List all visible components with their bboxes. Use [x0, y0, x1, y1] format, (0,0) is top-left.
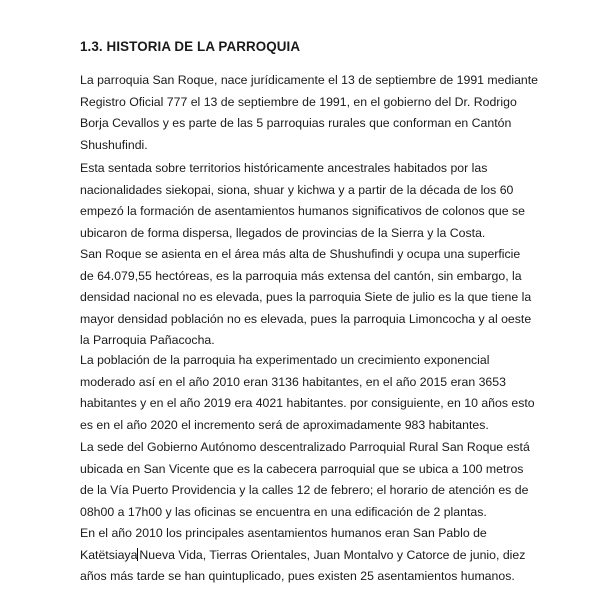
- text-line: es en el año 2020 el incremento será de aproximadamente 983 habitantes.: [80, 417, 489, 432]
- text-line: empezó la formación de asentamientos humanos significativos de colonos que se: [80, 204, 525, 218]
- text-line-rest: Nueva Vida, Tierras Orientales, Juan Montalvo y Catorce de junio, diez: [139, 547, 526, 562]
- text-line: La parroquia San Roque, nace jurídicamente el 13 de septiembre de 1991 mediante: [80, 73, 539, 87]
- text-line: En el año 2010 los principales asentamientos humanos eran San Pablo de: [80, 526, 487, 540]
- word-katetsiaya: Katëtsiaya: [80, 547, 138, 562]
- text-line: ubicada en San Vicente que es la cabecera parroquial que se ubica a 100 metros: [80, 461, 524, 476]
- paragraph: [80, 437, 530, 523]
- paragraph: [80, 350, 535, 436]
- paragraph: [80, 158, 525, 244]
- text-line: La población de la parroquia ha experimentado un crecimiento exponencial: [80, 353, 490, 367]
- text-line: mayor densidad población no es elevada, pues la parroquia Limoncocha y al oeste: [80, 311, 532, 326]
- text-line: densidad nacional no es elevada, pues la parroquia Siete de julio es la que tiene la: [80, 290, 532, 304]
- text-line: nacionalidades siekopai, siona, shuar y kichwa y a partir de la década de los 60: [80, 182, 514, 197]
- text-line: 08h00 a 17h00 y las oficinas se encuentra en una edificación de 2 plantas.: [80, 504, 487, 519]
- text-line: Borja Cevallos y es parte de las 5 parroquias rurales que conforman en Cantón: [80, 116, 512, 130]
- text-line: la Parroquia Pañacocha.: [80, 333, 215, 347]
- paragraph: [80, 244, 532, 352]
- section-heading: 1.3. HISTORIA DE LA PARROQUIA: [80, 39, 301, 54]
- text-line: San Roque se asienta en el área más alta de Shushufindi y ocupa una superficie: [80, 247, 521, 261]
- text-line: La sede del Gobierno Autónomo descentralizado Parroquial Rural San Roque está: [80, 440, 530, 454]
- text-line: Esta sentada sobre territorios históricamente ancestrales habitados por las: [80, 161, 488, 175]
- text-line: Shushufindi.: [80, 137, 148, 152]
- text-line: de 64.079,55 hectóreas, es la parroquia más extensa del cantón, sin embargo, la: [80, 268, 522, 283]
- paragraph: [80, 70, 539, 156]
- text-line: años más tarde se han quintuplicado, pues existen 25 asentamientos humanos.: [80, 569, 515, 583]
- paragraph: [80, 523, 526, 588]
- text-line: de la Vía Puerto Providencia y la calles 12 de febrero; el horario de atención es de: [80, 483, 529, 497]
- text-line: moderado así en el año 2010 eran 3136 habitantes, en el año 2015 eran 3653: [80, 374, 506, 389]
- text-line: habitantes y en el año 2019 era 4021 habitantes. por consiguiente, en 10 años esto: [80, 396, 535, 410]
- text-line-with-caret: [80, 545, 526, 567]
- text-line: ubicaron de forma dispersa, llegados de provincias de la Sierra y la Costa.: [80, 225, 486, 240]
- text-line: Registro Oficial 777 el 13 de septiembre de 1991, en el gobierno del Dr. Rodrigo: [80, 94, 517, 109]
